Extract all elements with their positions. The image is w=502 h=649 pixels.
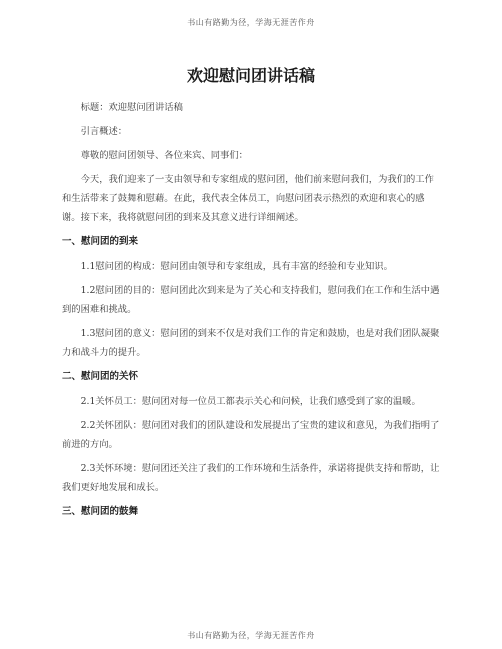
topic-line: 标题：欢迎慰问团讲话稿 [80, 102, 183, 113]
section-heading: 一、慰问团的到来 [62, 236, 139, 247]
section-item: 2.3关怀环境：慰问团还关注了我们的工作环境和生活条件，承诺将提供支持和帮助，让我们更好地发展和成长。 [62, 463, 440, 493]
page-footer: 书山有路勤为径，学海无涯苦作舟 [187, 631, 315, 640]
section-item: 2.2关怀团队：慰问团对我们的团队建设和发展提出了宝贵的建议和意见，为我们指明了前进的方向。 [62, 420, 440, 450]
page-header: 书山有路勤为径，学海无涯苦作舟 [187, 18, 315, 27]
section-item: 2.1关怀员工：慰问团对每一位员工都表示关心和问候，让我们感受到了家的温暖。 [80, 396, 421, 407]
salutation: 尊敬的慰问团领导、各位来宾、同事们： [80, 150, 248, 161]
section-item: 1.2慰问团的目的：慰问团此次到来是为了关心和支持我们，慰问我们在工作和生活中遇到的困难和挑战。 [62, 285, 440, 315]
section-item: 1.1慰问团的构成：慰问团由领导和专家组成，具有丰富的经验和专业知识。 [80, 261, 393, 272]
document-title: 欢迎慰问团讲话稿 [186, 66, 315, 85]
intro-paragraph: 今天，我们迎来了一支由领导和专家组成的慰问团，他们前来慰问我们，为我们的工作和生活带来了鼓舞和慰藉。在此，我代表全体员工，向慰问团表示热烈的欢迎和衷心的感谢。接下来，我将就慰问团的到来及其意义进行详细阐述。 [62, 174, 434, 223]
intro-label: 引言概述： [80, 126, 128, 137]
section-heading: 三、慰问团的鼓舞 [62, 506, 139, 517]
section-item: 1.3慰问团的意义：慰问团的到来不仅是对我们工作的肯定和鼓励，也是对我们团队凝聚力和战斗力的提升。 [62, 328, 440, 358]
section-heading: 二、慰问团的关怀 [62, 371, 139, 382]
document-body [62, 98, 440, 527]
